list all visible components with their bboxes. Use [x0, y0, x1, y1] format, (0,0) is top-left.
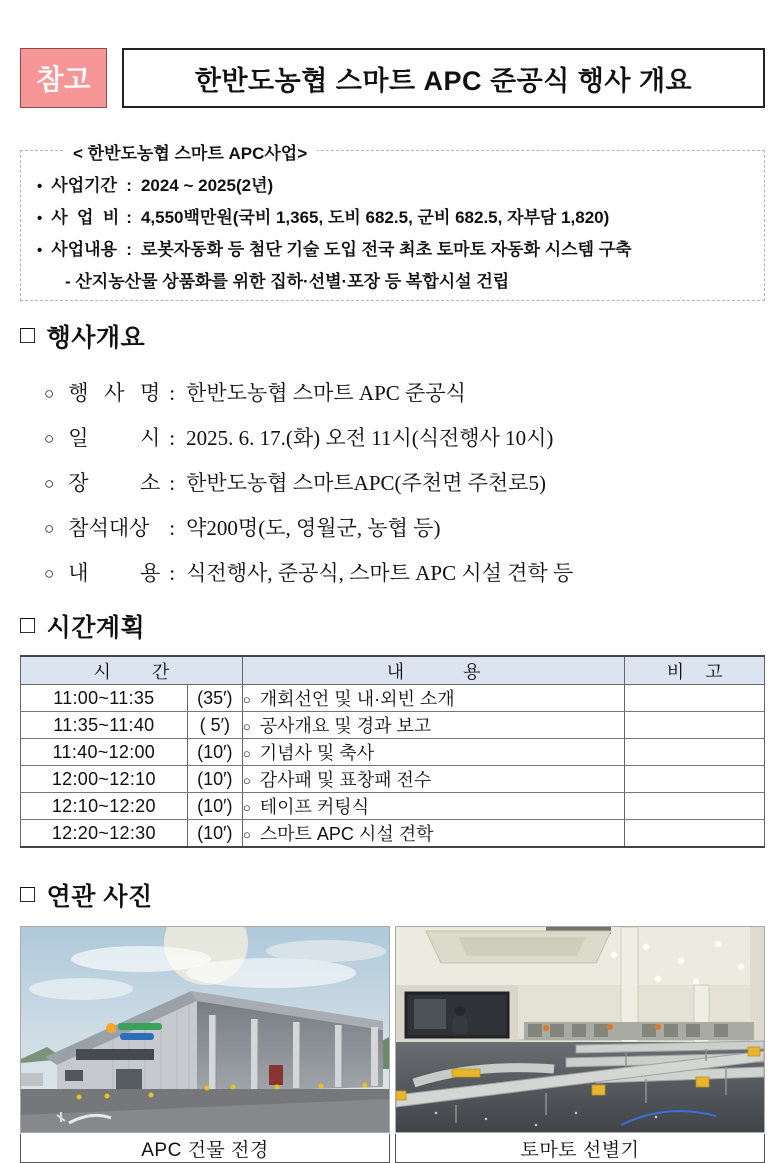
project-item-label: 사 업 비 [51, 207, 120, 227]
project-item-budget [37, 207, 752, 230]
colon-separator: : [169, 561, 176, 585]
cell-note [625, 685, 765, 712]
column-header-content: 내 용 [242, 656, 625, 685]
circle-bullet-icon: ○ [242, 746, 251, 761]
cell-content-text: 스마트 APC 시설 견학 [259, 824, 434, 844]
section-title: 시간계획 [46, 614, 146, 642]
colon-separator: : [169, 516, 176, 540]
circle-bullet-icon: ○ [44, 429, 55, 448]
circle-bullet-icon: ○ [44, 384, 55, 403]
circle-bullet-icon: ○ [44, 474, 55, 493]
colon-separator: : [169, 381, 176, 405]
item-label: 일 시 [68, 426, 161, 450]
square-bullet-icon: □ [20, 320, 36, 349]
cell-time: 12:00~12:10 [21, 766, 188, 793]
item-value: 한반도농협 스마트APC(주천면 주천로5) [186, 471, 546, 495]
schedule-table [20, 655, 765, 848]
column-header-time: 시 간 [21, 656, 243, 685]
cell-duration: (10′) [187, 739, 242, 766]
cell-time: 11:40~12:00 [21, 739, 188, 766]
table-row [21, 766, 765, 793]
reference-badge: 참고 [20, 48, 107, 108]
colon-separator: : [126, 207, 132, 227]
section-heading-schedule [20, 608, 765, 644]
page-title: 한반도농협 스마트 APC 준공식 행사 개요 [122, 48, 765, 108]
project-item-value: 4,550백만원(국비 1,365, 도비 682.5, 군비 682.5, 자부담 1,820) [140, 207, 610, 227]
cell-time: 12:10~12:20 [21, 793, 188, 820]
section-heading-photos [20, 877, 765, 913]
table-row [21, 820, 765, 848]
cell-note [625, 739, 765, 766]
project-box-legend: < 한반도농협 스마트 APC사업> [63, 139, 317, 164]
cell-note [625, 766, 765, 793]
bullet-icon: • [37, 209, 43, 227]
item-value: 2025. 6. 17.(화) 오전 11시(식전행사 10시) [186, 426, 554, 450]
list-item [44, 377, 765, 407]
cell-content-text: 개회선언 및 내·외빈 소개 [259, 689, 455, 709]
cell-content [242, 685, 625, 712]
cell-note [625, 712, 765, 739]
project-item-value: 2024 ~ 2025(2년) [140, 176, 274, 195]
section-heading-overview [20, 318, 765, 354]
photo-figure-sorter [395, 926, 765, 1163]
colon-separator: : [126, 239, 132, 259]
cell-duration: (10′) [187, 793, 242, 820]
cell-content-text: 기념사 및 축사 [259, 743, 375, 763]
cell-content [242, 820, 625, 848]
cell-content-text: 공사개요 및 경과 보고 [259, 716, 432, 736]
item-label: 행 사 명 [68, 381, 161, 405]
circle-bullet-icon: ○ [242, 719, 251, 734]
project-item-label: 사업내용 [51, 239, 117, 259]
circle-bullet-icon: ○ [44, 564, 55, 583]
table-row [21, 739, 765, 766]
cell-content [242, 712, 625, 739]
cell-time: 12:20~12:30 [21, 820, 188, 848]
cell-duration: (10′) [187, 820, 242, 848]
cell-note [625, 793, 765, 820]
square-bullet-icon: □ [20, 610, 36, 639]
table-row [21, 685, 765, 712]
cell-duration: ( 5′) [187, 712, 242, 739]
cell-duration: (35′) [187, 685, 242, 712]
colon-separator: : [169, 426, 176, 450]
item-value: 약200명(도, 영월군, 농협 등) [186, 516, 441, 540]
item-value: 한반도농협 스마트 APC 준공식 [186, 381, 466, 405]
cell-content [242, 766, 625, 793]
cell-content [242, 739, 625, 766]
item-value: 식전행사, 준공식, 스마트 APC 시설 견학 등 [186, 561, 574, 585]
item-label: 내 용 [68, 561, 161, 585]
overview-list [44, 377, 765, 587]
list-item [44, 557, 765, 587]
cell-note [625, 820, 765, 848]
photo-grid [20, 926, 765, 1163]
table-header-row [21, 656, 765, 685]
section-title: 행사개요 [46, 324, 146, 352]
apc-building-photo [20, 926, 390, 1133]
cell-duration: (10′) [187, 766, 242, 793]
apc-building-illustration [21, 927, 389, 1132]
project-item-content [37, 239, 752, 262]
square-bullet-icon: □ [20, 879, 36, 908]
item-label: 참석대상 [68, 516, 150, 540]
tomato-sorter-illustration [396, 927, 764, 1132]
document-header [20, 48, 765, 108]
cell-content [242, 793, 625, 820]
bullet-icon: • [37, 178, 43, 195]
colon-separator: : [169, 471, 176, 495]
colon-separator: : [126, 176, 132, 195]
photo-caption: APC 건물 전경 [20, 1134, 390, 1163]
list-item [44, 467, 765, 497]
circle-bullet-icon: ○ [242, 773, 251, 788]
table-row [21, 712, 765, 739]
cell-content-text: 감사패 및 표창패 전수 [259, 770, 432, 790]
photo-caption: 토마토 선별기 [395, 1134, 765, 1163]
list-item [44, 512, 765, 542]
cell-content-text: 테이프 커팅식 [259, 797, 370, 817]
project-item-label: 사업기간 [51, 176, 117, 195]
project-sub-item: - 산지농산물 상품화를 위한 집하·선별·포장 등 복합시설 건립 [65, 271, 510, 291]
cell-time: 11:35~11:40 [21, 712, 188, 739]
project-summary-box [20, 144, 765, 301]
column-header-note: 비 고 [625, 656, 765, 685]
item-label: 장 소 [68, 471, 161, 495]
cell-time: 11:00~11:35 [21, 685, 188, 712]
circle-bullet-icon: ○ [242, 692, 251, 707]
project-item-value: 로봇자동화 등 첨단 기술 도입 전국 최초 토마토 자동화 시스템 구축 [140, 239, 632, 259]
section-title: 연관 사진 [46, 883, 153, 911]
project-item-period [37, 175, 752, 198]
tomato-sorter-photo [395, 926, 765, 1133]
circle-bullet-icon: ○ [242, 800, 251, 815]
bullet-icon: • [37, 241, 43, 259]
photo-figure-building [20, 926, 390, 1163]
circle-bullet-icon: ○ [242, 827, 251, 842]
table-row [21, 793, 765, 820]
list-item [44, 422, 765, 452]
circle-bullet-icon: ○ [44, 519, 55, 538]
